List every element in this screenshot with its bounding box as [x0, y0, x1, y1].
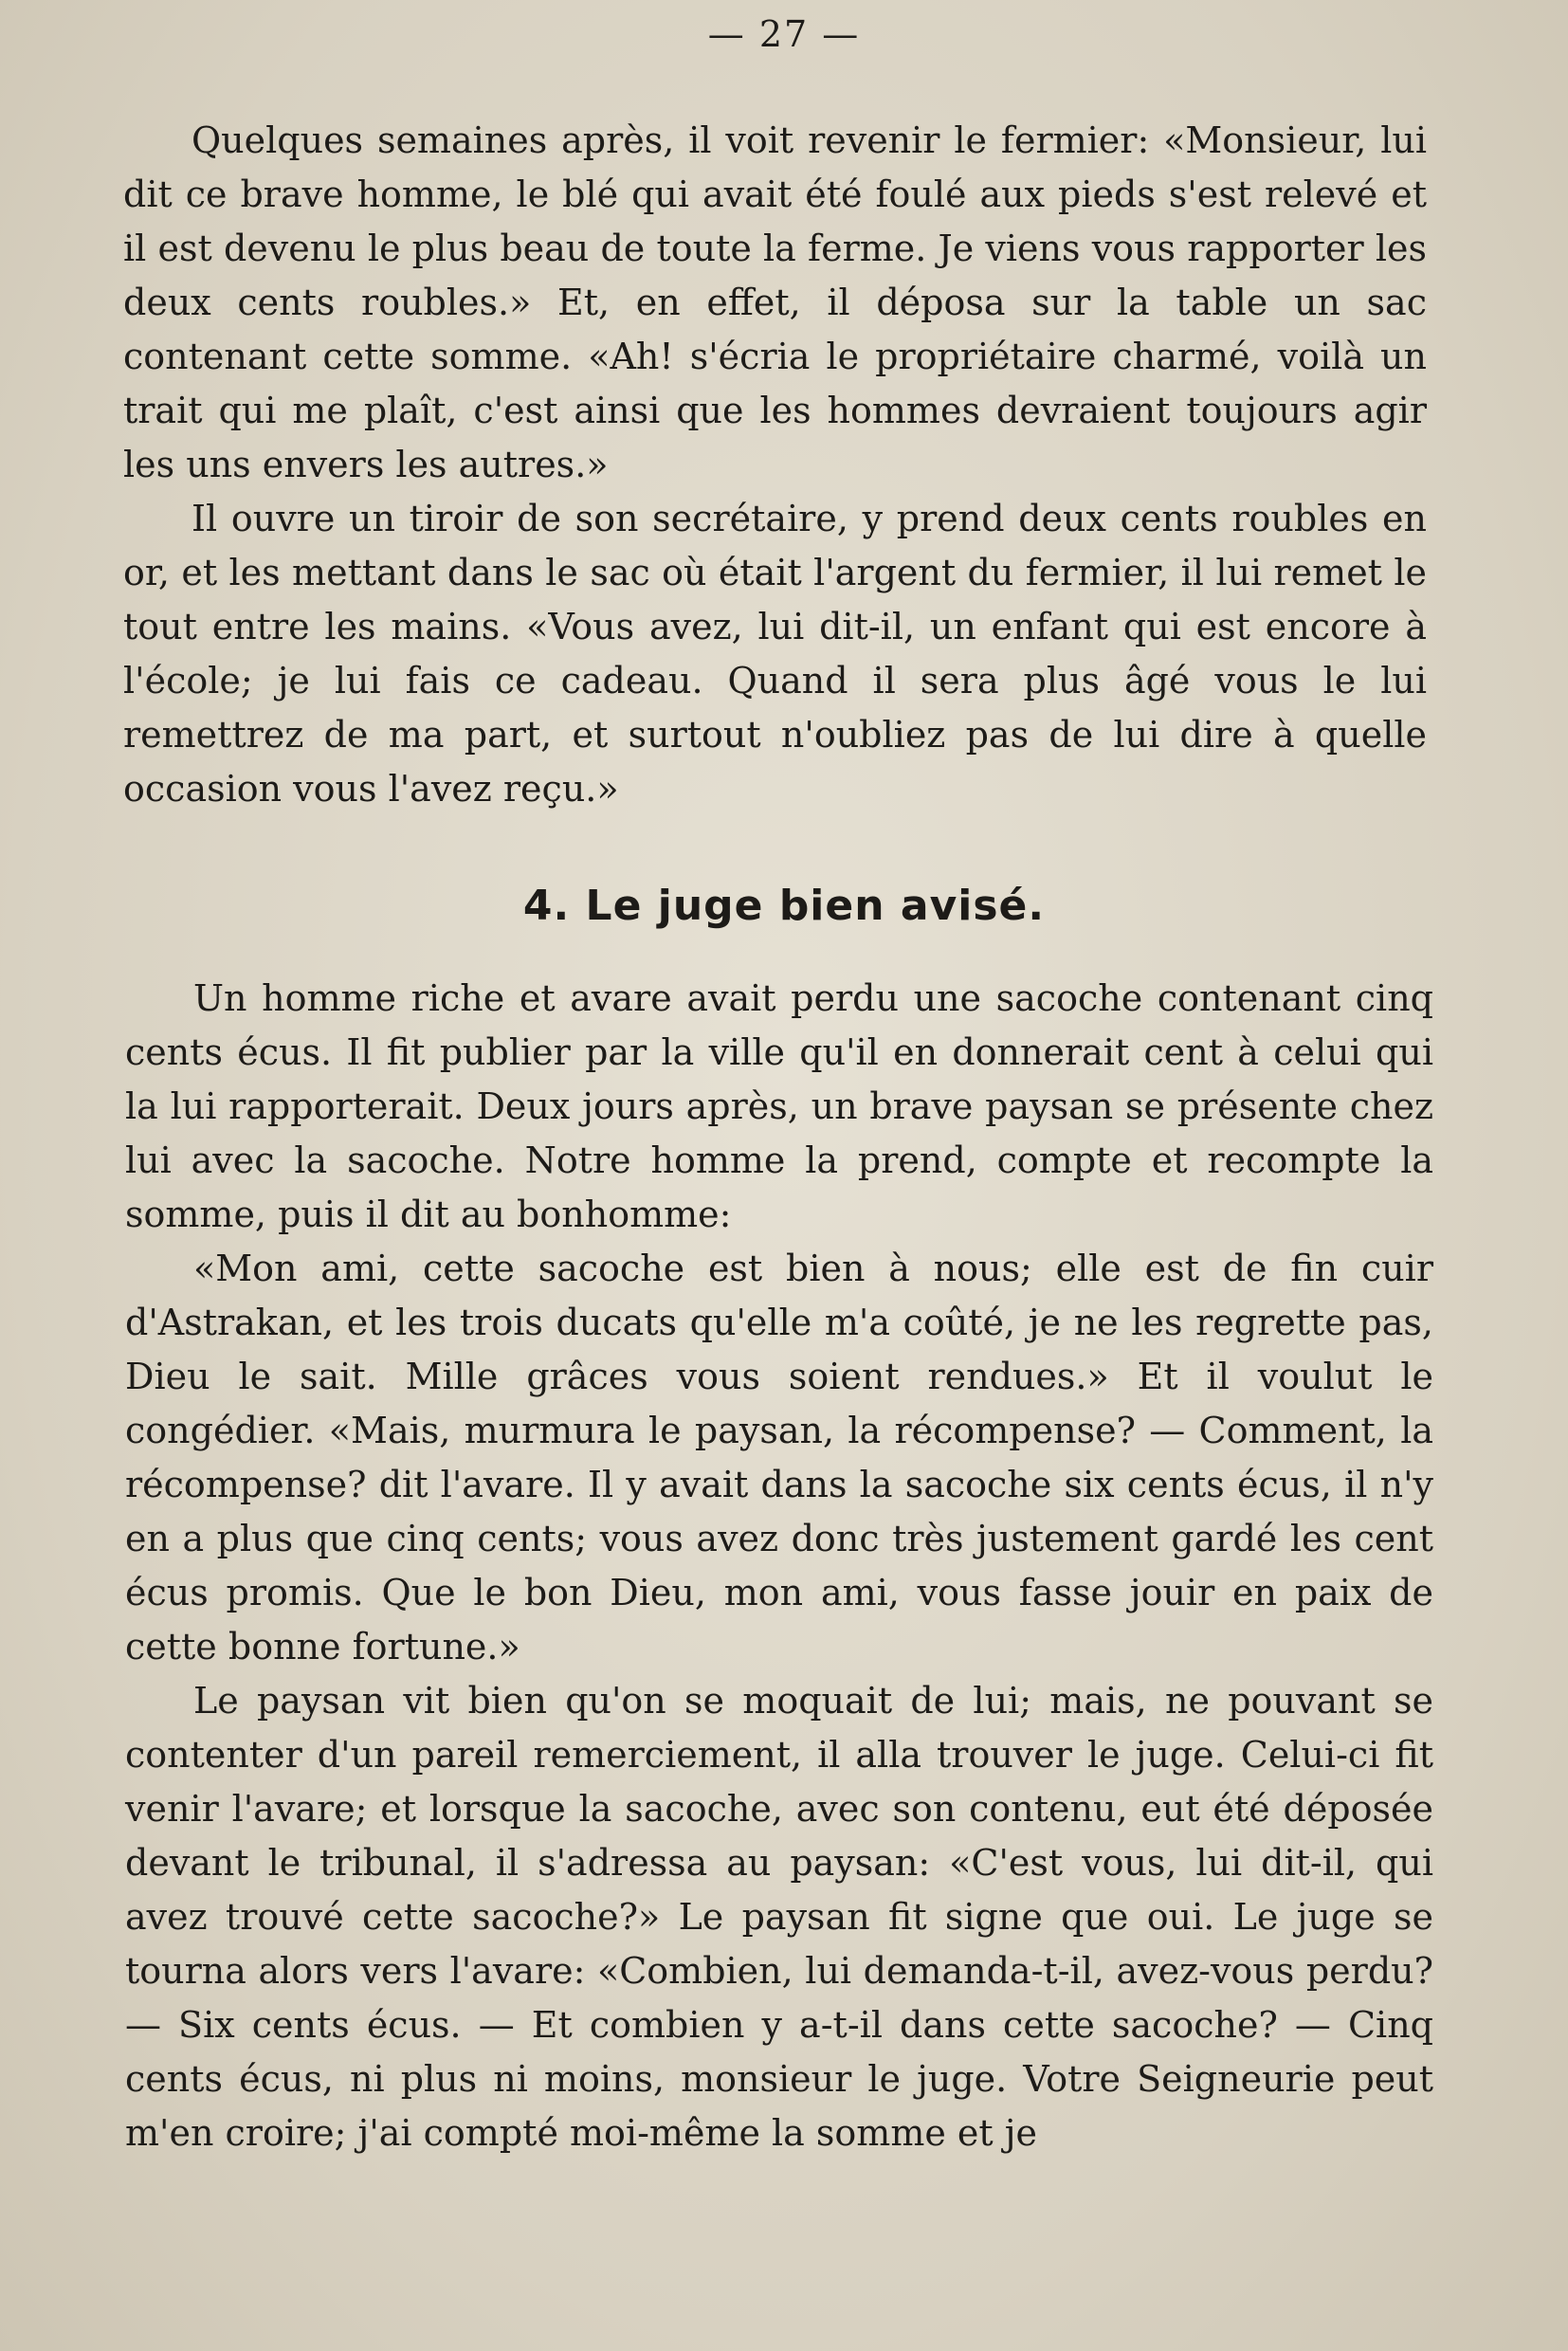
story-body [125, 972, 1433, 2160]
paragraph: Il ouvre un tiroir de son secrétaire, y prend deux cents roubles en or, et les mettant dans le sac où était l'argent du fermier, il lui remet le tout entre les mains. «Vous avez, lui dit-il, un enfant qui est encore à l'école; je lui fais ce cadeau. Quand il sera plus âgé vous le lui remettrez de ma part, et surtout n'oubliez pas de lui dire à quelle occasion vous l'avez reçu.» [123, 498, 1427, 810]
paragraph: «Mon ami, cette sacoche est bien à nous; elle est de fin cuir d'Astrakan, et les trois ducats qu'elle m'a coûté, je ne les regrette pas, Dieu le sait. Mille grâces vous soient rendues.» Et il voulut le congédier. «Mais, murmura le paysan, la récompense? — Comment, la récompense? dit l'avare. Il y avait dans la sacoche six cents écus, il n'y en a plus que cinq cents; vous avez donc très justement gardé les cent écus promis. Que le bon Dieu, mon ami, vous fasse jouir en paix de cette bonne fortune.» [125, 1248, 1433, 1668]
paragraph: Le paysan vit bien qu'on se moquait de lui; mais, ne pouvant se contenter d'un pareil remerciement, il alla trouver le juge. Celui-ci fit venir l'avare; et lorsque la sacoche, avec son contenu, eut été déposée devant le tribunal, il s'adressa au paysan: «C'est vous, lui dit-il, qui avez trouvé cette sacoche?» Le paysan fit signe que oui. Le juge se tourna alors vers l'avare: «Combien, lui demanda-t-il, avez-vous perdu? — Six cents écus. — Et combien y a-t-il dans cette sacoche? — Cinq cents écus, ni plus ni moins, monsieur le juge. Votre Seigneurie peut m'en croire; j'ai compté moi-même la somme et je [125, 1680, 1433, 2154]
section-heading: 4. Le juge bien avisé. [522, 882, 1046, 930]
paragraph: Quelques semaines après, il voit revenir le fermier: «Monsieur, lui dit ce brave homme, le blé qui avait été foulé aux pieds s'est relevé et il est devenu le plus beau de toute la ferme. Je viens vous rapporter les deux cents roubles.» Et, en effet, il déposa sur la table un sac contenant cette somme. «Ah! s'écria le propriétaire charmé, voilà un trait qui me plaît, c'est ainsi que les hommes devraient toujours agir les uns envers les autres.» [123, 119, 1427, 485]
story-continuation [123, 114, 1427, 816]
paragraph: Un homme riche et avare avait perdu une sacoche contenant cinq cents écus. Il fit publier par la ville qu'il en donnerait cent à celui qui la lui rapporterait. Deux jours après, un brave paysan se présente chez lui avec la sacoche. Notre homme la prend, compte et recompte la somme, puis il dit au bonhomme: [125, 977, 1433, 1235]
page-number: — 27 — [707, 13, 861, 55]
